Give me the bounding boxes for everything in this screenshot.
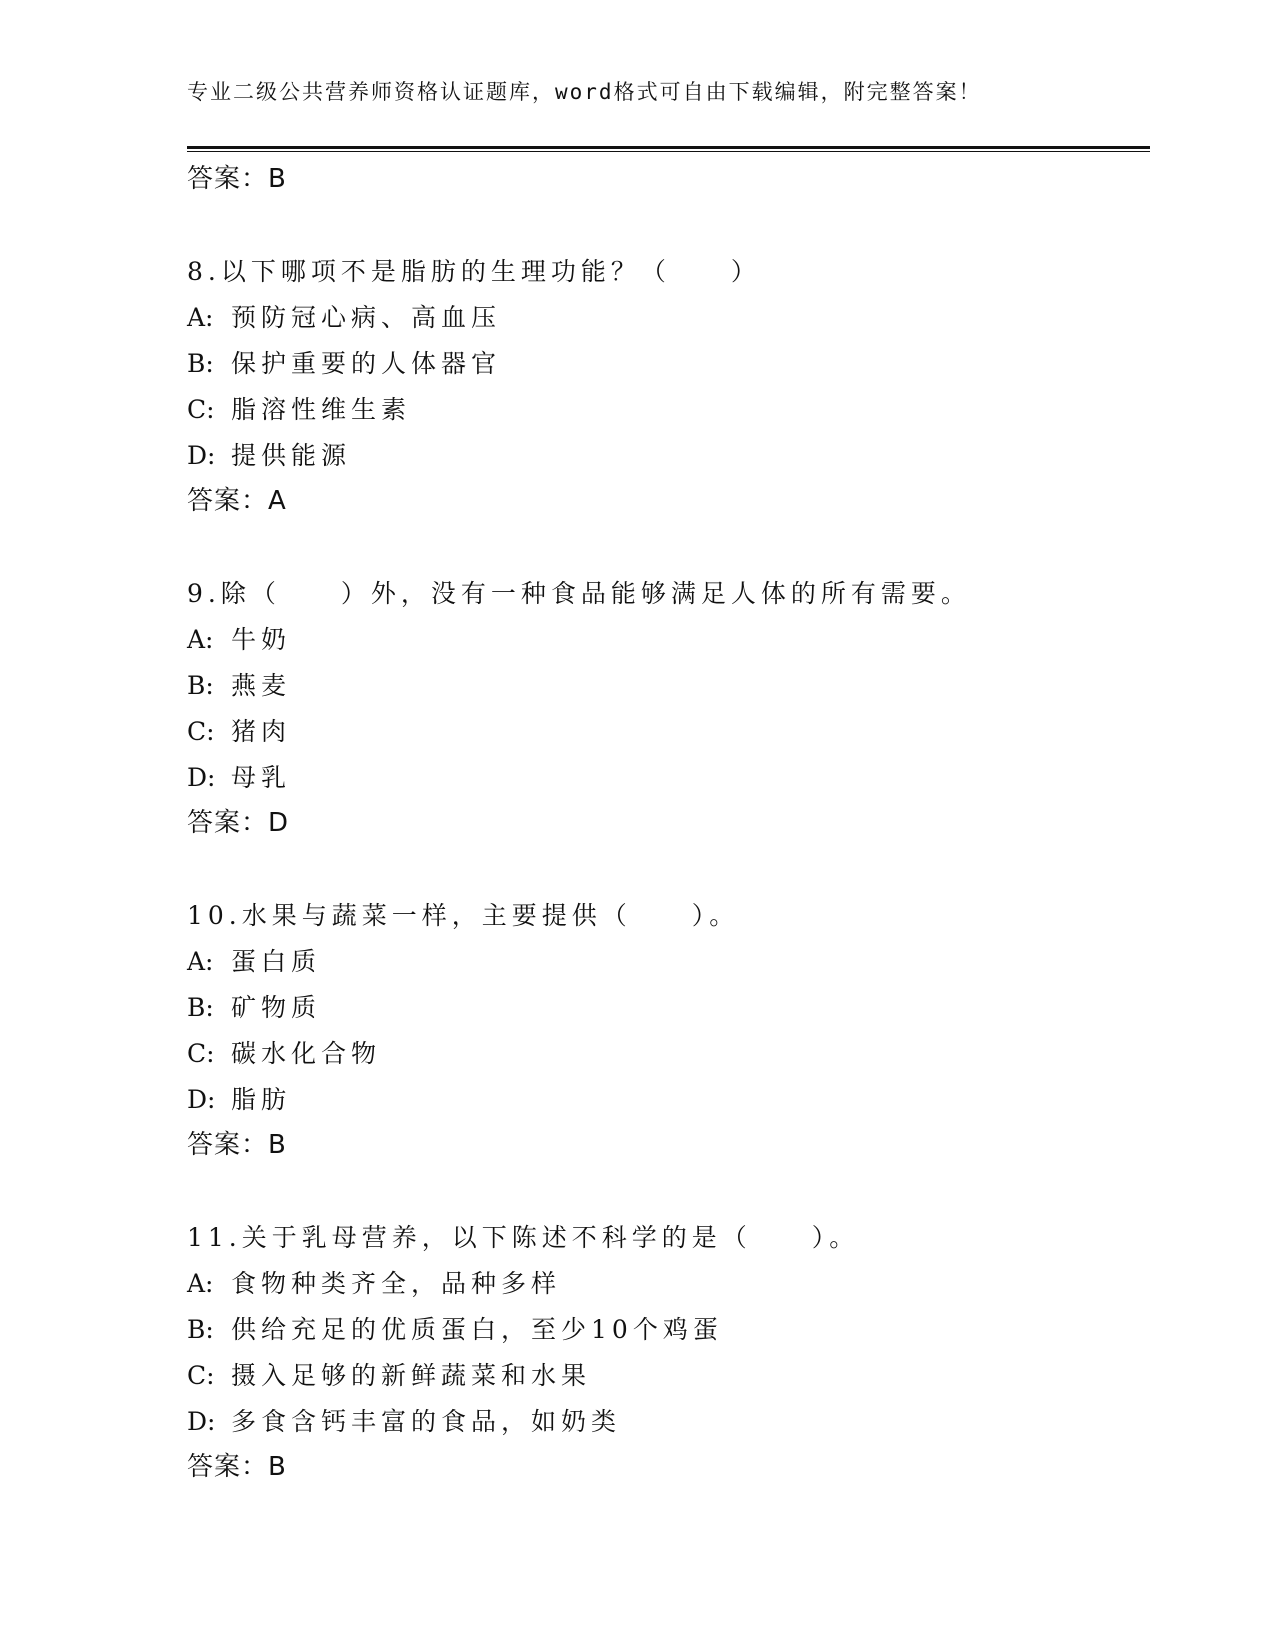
option-letter: C: — [187, 717, 215, 746]
question-11-stem: 11.关于乳母营养，以下陈述不科学的是（ ）。 — [187, 1223, 860, 1252]
option-text: 猪肉 — [231, 717, 292, 746]
question-10-option-b — [187, 988, 321, 1024]
option-text: 矿物质 — [231, 993, 322, 1022]
question-9-option-b — [187, 666, 291, 702]
option-text: 供给充足的优质蛋白，至少10个鸡蛋 — [231, 1315, 723, 1344]
option-text: 提供能源 — [231, 441, 352, 470]
question-9-answer: 答案：D — [187, 808, 290, 838]
option-letter: D: — [187, 763, 216, 792]
option-text: 摄入足够的新鲜蔬菜和水果 — [231, 1361, 592, 1390]
header-rule-thick — [187, 146, 1150, 149]
question-11-option-c — [187, 1356, 591, 1392]
option-text: 脂溶性维生素 — [231, 395, 412, 424]
option-letter: A: — [187, 947, 214, 976]
option-letter: D: — [187, 1407, 216, 1436]
question-11-answer: 答案：B — [187, 1452, 287, 1482]
option-letter: C: — [187, 395, 215, 424]
option-letter: B: — [187, 349, 214, 378]
option-text: 碳水化合物 — [231, 1039, 382, 1068]
option-letter: D: — [187, 1085, 216, 1114]
option-text: 脂肪 — [231, 1085, 292, 1114]
question-10-option-c — [187, 1034, 381, 1070]
option-letter: C: — [187, 1361, 215, 1390]
option-text: 燕麦 — [231, 671, 292, 700]
option-letter: B: — [187, 993, 214, 1022]
question-8-option-d — [187, 436, 351, 472]
question-11-option-a — [187, 1264, 561, 1300]
option-letter: D: — [187, 441, 216, 470]
option-text: 多食含钙丰富的食品，如奶类 — [231, 1407, 622, 1436]
question-9-option-d — [187, 758, 291, 794]
question-10-answer: 答案：B — [187, 1130, 287, 1160]
question-10-option-d — [187, 1080, 291, 1116]
question-9-option-a — [187, 620, 291, 656]
option-letter: A: — [187, 1269, 214, 1298]
option-letter: B: — [187, 671, 214, 700]
option-text: 保护重要的人体器官 — [231, 349, 502, 378]
header-rule-thin — [187, 151, 1150, 152]
option-text: 预防冠心病、高血压 — [231, 303, 502, 332]
question-9-stem: 9.除（ ）外，没有一种食品能够满足人体的所有需要。 — [187, 579, 971, 608]
option-text: 蛋白质 — [231, 947, 322, 976]
question-11-option-d — [187, 1402, 621, 1438]
option-text: 牛奶 — [231, 625, 292, 654]
question-10-stem: 10.水果与蔬菜一样，主要提供（ ）。 — [187, 901, 740, 930]
option-text: 食物种类齐全，品种多样 — [231, 1269, 562, 1298]
question-10-option-a — [187, 942, 321, 978]
question-8-option-c — [187, 390, 411, 426]
page-header: 专业二级公共营养师资格认证题库，word格式可自由下载编辑，附完整答案！ — [187, 80, 982, 104]
question-8-option-a — [187, 298, 501, 334]
question-8-answer: 答案：A — [187, 486, 287, 516]
option-letter: B: — [187, 1315, 214, 1344]
option-letter: A: — [187, 625, 214, 654]
question-8-stem: 8.以下哪项不是脂肪的生理功能？（ ） — [187, 257, 761, 286]
question-11-option-b — [187, 1310, 723, 1346]
question-8-option-b — [187, 344, 501, 380]
answer-previous-question: 答案：B — [187, 164, 287, 194]
option-letter: C: — [187, 1039, 215, 1068]
option-letter: A: — [187, 303, 214, 332]
question-9-option-c — [187, 712, 291, 748]
option-text: 母乳 — [231, 763, 292, 792]
